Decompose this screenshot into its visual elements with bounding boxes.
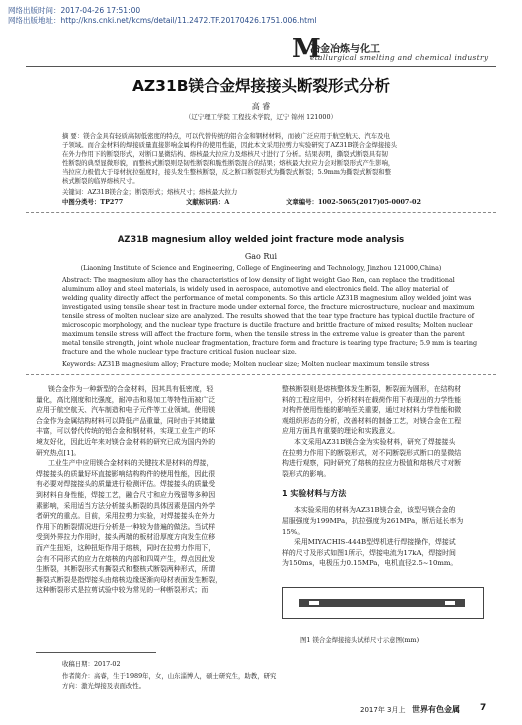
abstract-cn-line: 当拉应力极值大于母材抗拉强度时，接头发生整核断裂，反之断口断裂形式为撕裂式断裂；5.9mm为撕裂式断裂和整 bbox=[62, 168, 392, 176]
article-title-cn: AZ31B镁合金焊接接头断裂形式分析 bbox=[131, 77, 391, 95]
affiliation-cn: （辽宁理工学院 工程技术学院，辽宁 锦州 121000） bbox=[185, 113, 337, 121]
divider bbox=[26, 374, 496, 375]
footer-journal: 世界有色金属 bbox=[412, 705, 460, 714]
abstract-cn-line: 子领域。而合金材料的焊接质量直接影响金属构件的使用性能，因此本文采用拉剪力实验研究了AZ31B镁合金焊接接头 bbox=[62, 141, 398, 149]
body-line: 焊接接头的质量好坏直接影响结构构件的使用性能，因此很 bbox=[36, 469, 216, 478]
abstract-cn bbox=[62, 132, 462, 186]
specimen-plate bbox=[299, 599, 465, 607]
abstract-en-line: welding quality directly affect the performance of metal components. So this article AZ31B magnesium alloy welded joint was bbox=[62, 294, 472, 302]
figure-1-caption: 图1 镁合金焊接接头试样尺寸示意图(mm) bbox=[300, 636, 420, 644]
specimen-hole bbox=[309, 601, 319, 605]
keywords-cn: 关键词：AZ31B镁合金；断裂形式；熔核尺寸；熔核最大拉力 bbox=[62, 188, 238, 196]
author-en: Gao Rui bbox=[244, 252, 278, 261]
abstract-cn-line: 核式断裂的临界熔核尺寸。 bbox=[62, 177, 139, 185]
body-line: 到材料自身性能，焊接工艺，融合尺寸和应力残留等多种因 bbox=[36, 490, 216, 499]
abstract-en-line: metal tensile strength, joint whole nuclear fragmentation, fracture form and fracture is tearing type fracture; 5.9 mm is tearing bbox=[62, 339, 478, 347]
body-line: 整核断裂则是熔核整体发生断裂，断裂面为圆形，在结构材 bbox=[282, 385, 462, 393]
keywords-en: Keywords: AZ31B magnesium alloy; Fracture mode; Molten nuclear size; Molten nuclear maximum tensile stress bbox=[62, 360, 430, 368]
header-rule bbox=[26, 66, 496, 67]
abstract-en bbox=[62, 276, 482, 357]
class-no-cn: 中图分类号：TP277 bbox=[62, 198, 124, 206]
body-line: 而产生扭矩，这种扭矩作用于熔核，同时在拉剪力作用下， bbox=[36, 543, 216, 552]
download-time: 网络出版时间：2017-04-26 17:51:00 bbox=[8, 6, 141, 15]
body-line: 丰富，可以替代传统的铝合金和钢材料，实现工业生产的环 bbox=[36, 427, 216, 436]
body-line: 受到外界拉力作用时，接头两端的板材沿厚度方向发生位移 bbox=[36, 533, 216, 542]
journal-banner bbox=[292, 36, 502, 66]
article-no-cn: 文章编号：1002-5065(2017)05-0007-02 bbox=[286, 198, 421, 206]
article-title-en: AZ31B magnesium alloy welded joint fracture mode analysis bbox=[117, 234, 405, 244]
body-right-column bbox=[282, 384, 492, 569]
body-line: 裂形式的影响。 bbox=[282, 469, 331, 478]
journal-name-en: etallurgical smelting and chemical industry bbox=[310, 53, 489, 62]
body-line: 构进行观察，同时研究了熔核的拉应力极值和熔核尺寸对断 bbox=[282, 459, 462, 468]
body-line: 撕裂式断裂是指焊接头由熔核边缘逐渐向母材表面发生断裂， bbox=[36, 575, 223, 584]
footer-issue: 2017年 3月上 bbox=[360, 706, 406, 714]
body-line: 为150ms，电极压力0.15MPa，电机直径2.5~10mm。 bbox=[282, 559, 458, 568]
abstract-en-line: fracture and the whole nuclear type fracture critical fusion nuclear size. bbox=[62, 348, 297, 356]
author-cn: 高 睿 bbox=[251, 102, 271, 111]
body-line: 镁合金作为一种新型的合金材料，因其具有低密度，轻 bbox=[48, 385, 214, 393]
body-line: 工业生产中应用镁合金材料的关键技术是材料的焊接， bbox=[48, 459, 214, 468]
download-url[interactable]: 网络出版地址：http://kns.cnki.net/kcms/detail/11.2472.TF.20170426.1751.006.html bbox=[8, 16, 317, 25]
body-line: 观组织形态的分析，改善材料的制备工艺，对镁合金在工程 bbox=[282, 416, 462, 425]
specimen-hole bbox=[445, 601, 455, 605]
body-line: 会有不同形式的应力在熔核的内部和四周产生，焊点因此发 bbox=[36, 554, 216, 563]
page-number: 7 bbox=[480, 703, 487, 713]
body-line: 本实验采用的材料为AZ31B镁合金，该型号镁合金的 bbox=[294, 506, 456, 515]
section-heading: 1 实验材料与方法 bbox=[282, 489, 347, 499]
body-line: 量化，高比刚度和比强度，耐冲击和易加工等特性而被广泛 bbox=[36, 395, 216, 404]
abstract-en-line: investigated using tensile shear test in fracture mode under external force, the fracture microstructure, nuclear and maximum bbox=[62, 303, 475, 311]
abstract-cn-line: 在外力作用下的断裂形式，对断口显微结构、熔核最大拉应力及熔核尺寸进行了分析。结果表明，撕裂式断裂具有韧 bbox=[62, 150, 388, 158]
body-line: 15%。 bbox=[282, 527, 305, 536]
body-line: 采用MIYACHIS-444B型焊机进行焊接操作，焊接试 bbox=[294, 538, 456, 547]
abstract-en-line: tensile stress of molten nuclear size are analyzed. The results showed that the tear type fracture has typical ductile fracture of bbox=[62, 312, 475, 320]
abstract-en-line: aluminum alloy and steel materials, is widely used in aerospace, automotive and electronics field. The alloy material of bbox=[62, 285, 449, 293]
affiliation-en: (Liaoning Institute of Science and Engineering, College of Engineering and Technology, Jinzhou 121000,China) bbox=[80, 264, 442, 272]
body-line: 作用下的断裂情况进行分析是一种较为普遍的做法。当试样 bbox=[36, 522, 216, 531]
journal-logo: M bbox=[292, 34, 321, 64]
body-line: 合金作为金属结构材料可以降低产品重量，同时由于其储量 bbox=[36, 416, 216, 425]
journal-name-cn: 冶金冶炼与化工 bbox=[310, 44, 380, 55]
abstract-cn-line: 性断裂的典型显微形貌，而整核式断裂则是韧性断裂和脆性断裂混合的结果；熔核最大拉应力会对断裂形式产生影响， bbox=[62, 159, 395, 167]
figure-1-specimen-diagram bbox=[282, 587, 484, 619]
abstract-en-line: Abstract: The magnesium alloy has the characteristics of low density of light weight Gao Ren, can replace the traditional bbox=[62, 276, 455, 284]
body-line: 这种断裂形式是拉剪试验中较为常见的一种断裂形式；而 bbox=[36, 586, 209, 595]
received-date: 收稿日期：2017-02 bbox=[62, 660, 121, 668]
body-line: 境友好化，因此近年来对镁合金材料的研究已成为国内外的 bbox=[36, 437, 216, 446]
body-line: 样的尺寸及形式如图1所示，焊接电流为17kA，焊接时间 bbox=[282, 548, 456, 557]
body-line: 对构件使用性能的影响至关重要，通过对材料力学性能和微 bbox=[282, 406, 462, 415]
body-line: 在拉剪力作用下的断裂形式，对不同断裂形式断口的显微结 bbox=[282, 448, 462, 457]
body-line: 研究热点[1]。 bbox=[36, 448, 81, 457]
author-info: 方向：激光焊接及表面改性。 bbox=[62, 682, 146, 690]
divider bbox=[26, 212, 496, 213]
author-info: 作者简介：高睿，生于1989年，女，山东淄博人，硕士研究生，助教，研究 bbox=[62, 672, 277, 680]
abstract-en-line: maximum tensile stress will affect the fracture form, when the tensile stress in the extreme value is greater than the parent bbox=[62, 330, 465, 338]
body-line: 者研究的重点。目前，采用拉剪力实验，对焊接接头在外力 bbox=[36, 512, 216, 521]
body-line: 应用于航空航天、汽车制造和电子元件等工业领域。使用镁 bbox=[36, 406, 216, 415]
body-line: 应用方面具有重要的理论和实践意义。 bbox=[282, 427, 400, 436]
abstract-en-line: microscopic morphology, and the nuclear type fracture is ductile fracture and brittle fracture of mixed results; Molten nuclear bbox=[62, 321, 473, 329]
body-line: 有必要对焊接接头的质量进行检测评估。焊接接头的质量受 bbox=[36, 480, 216, 489]
body-line: 料的工程应用中，分析材料在载荷作用下表现出的力学性能 bbox=[282, 395, 462, 404]
footnote-rule bbox=[36, 652, 156, 653]
doc-code-cn: 文献标识码：A bbox=[186, 198, 230, 206]
body-line: 本文采用AZ31B镁合金为实验材料，研究了焊接接头 bbox=[294, 437, 456, 446]
body-line: 素影响，采用适当方法分析接头断裂的具体因素是国内外学 bbox=[36, 501, 216, 510]
body-line: 生断裂，其断裂形式有撕裂式和整核式断裂两种形式，所谓 bbox=[36, 565, 216, 574]
body-left-column bbox=[36, 384, 262, 596]
abstract-cn-line: 摘 要：镁合金具有轻质高韧低密度的特点，可以代替传统的铝合金和钢材材料，而被广泛应用于航空航天、汽车及电 bbox=[62, 132, 390, 140]
body-line: 屈服强度为199MPa，抗拉强度为261MPa，断后延长率为 bbox=[282, 516, 464, 525]
